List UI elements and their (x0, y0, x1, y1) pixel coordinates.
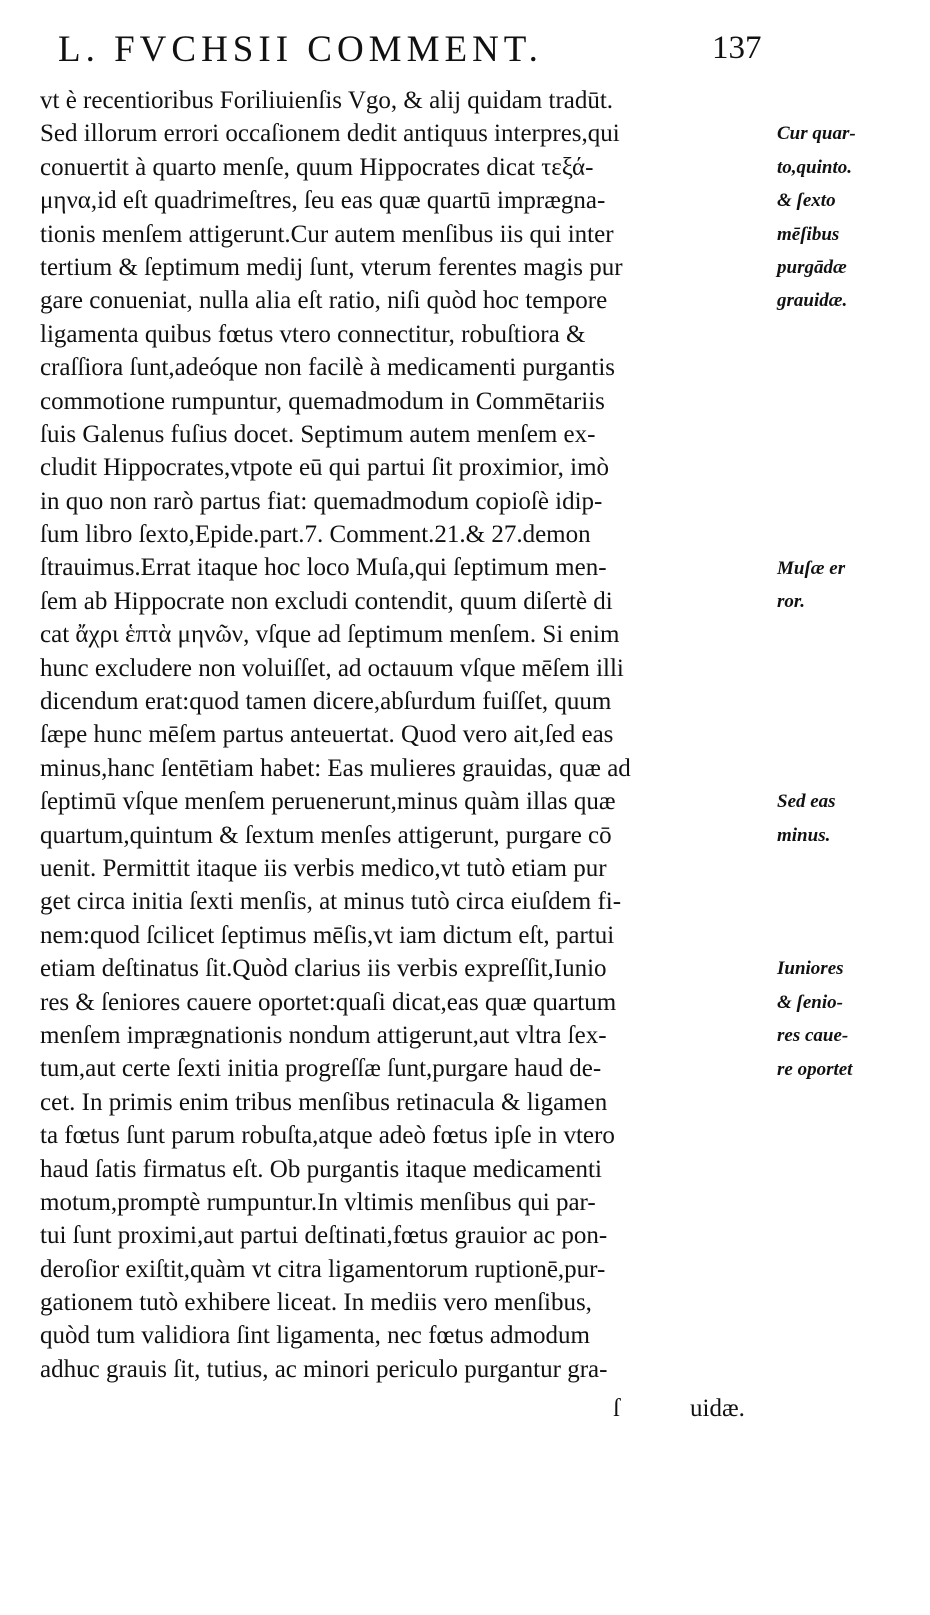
margin-note-line: Muſæ er (777, 557, 846, 579)
margin-note (777, 952, 927, 1086)
margin-note (777, 552, 927, 619)
text-line: conuertit à quarto menſe, quum Hippocrates dicat τεξά- (40, 153, 594, 181)
text-line: nem:quod ſcilicet ſeptimus mēſis,vt iam dictum eſt, partui (40, 921, 615, 949)
text-line: Sed illorum errori occaſionem dedit antiquus interpres,qui (40, 120, 620, 148)
margin-note-line: to,quinto. (777, 156, 852, 178)
text-line: deroſior exiſtit,quàm vt citra ligamentorum ruptionē,pur- (40, 1255, 606, 1283)
text-line: commotione rumpuntur, quemadmodum in Commētariis (40, 387, 605, 415)
running-head: L. FVCHSII COMMENT. (58, 29, 543, 70)
text-line: tui ſunt proximi,aut partui deſtinati,fœtus grauior ac pon- (40, 1222, 608, 1250)
margin-note-line: minus. (777, 824, 831, 846)
margin-note-line: grauidæ. (777, 290, 848, 312)
text-line: haud ſatis firmatus eſt. Ob purgantis itaque medicamenti (40, 1155, 602, 1183)
text-line: ſuis Galenus fuſius docet. Septimum autem menſem ex- (40, 420, 596, 448)
text-line: in quo non rarò partus fiat: quemadmodum copioſè idip- (40, 487, 603, 515)
text-line: gationem tutò exhibere liceat. In mediis vero menſibus, (40, 1289, 592, 1317)
body-text (40, 84, 778, 1386)
text-line: ligamenta quibus fœtus vtero connectitur, robuſtiora & (40, 320, 586, 348)
text-line: etiam deſtinatus ſit.Quòd clarius iis verbis expreſſit,Iunio (40, 955, 607, 983)
page-number: 137 (712, 30, 762, 66)
text-line: dicendum erat:quod tamen dicere,abſurdum fuiſſet, quum (40, 688, 612, 716)
signature-mark: ſ (613, 1395, 620, 1422)
margin-note-line: mēſibus (777, 223, 840, 245)
margin-note-line: & ſenio- (777, 991, 843, 1013)
text-line: motum,promptè rumpuntur.In vltimis menſibus qui par- (40, 1188, 596, 1216)
margin-note (777, 117, 927, 317)
margin-note (777, 785, 927, 852)
margin-note-line: Cur quar- (777, 123, 856, 145)
footer-line (40, 1392, 778, 1425)
text-line: ſeptimū vſque menſem peruenerunt,minus quàm illas quæ (40, 788, 616, 816)
text-line: gare conueniat, nulla alia eſt ratio, niſi quòd hoc tempore (40, 287, 608, 315)
text-line: get circa initia ſexti menſis, at minus tutò circa eiuſdem fi- (40, 888, 622, 916)
text-line: quartum,quintum & ſextum menſes attigerunt, purgare cō (40, 821, 612, 849)
text-line: vt è recentioribus Foriliuienſis Vgo, & alij quidam tradūt. (40, 87, 614, 114)
text-line: uenit. Permittit itaque iis verbis medico,vt tutò etiam pur (40, 854, 607, 882)
text-line: cludit Hippocrates,vtpote eū qui partui ſit proximior, imò (40, 454, 610, 482)
text-line: craſſiora ſunt,adeóque non facilè à medicamenti purgantis (40, 354, 616, 382)
text-line: cet. In primis enim tribus menſibus retinacula & ligamen (40, 1088, 608, 1116)
text-line: tum,aut certe ſexti initia progreſſæ ſunt,purgare haud de- (40, 1055, 602, 1083)
catchword: uidæ. (690, 1395, 745, 1422)
text-line: quòd tum validiora ſint ligamenta, nec fœtus admodum (40, 1322, 590, 1350)
margin-note-line: ror. (777, 591, 805, 612)
text-line: ta fœtus ſunt parum robuſta,atque adeò fœtus ipſe in vtero (40, 1122, 615, 1150)
text-line: μηνα,id eſt quadrimeſtres, ſeu eas quæ quartū imprægna- (40, 187, 606, 215)
text-line: menſem imprægnationis nondum attigerunt,aut vltra ſex- (40, 1021, 607, 1049)
margin-note-line: purgādæ (777, 257, 847, 279)
text-line: tionis menſem attigerunt.Cur autem menſibus iis qui inter (40, 220, 614, 248)
text-line: minus,hanc ſentētiam habet: Eas mulieres grauidas, quæ ad (40, 754, 631, 782)
text-line: hunc excludere non voluiſſet, ad octauum vſque mēſem illi (40, 654, 624, 682)
margin-note-line: res caue- (777, 1025, 849, 1047)
text-line: cat ἄχρι ἑπτὰ μηνῶν, vſque ad ſeptimum menſem. Si enim (40, 621, 620, 649)
text-line: ſem ab Hippocrate non excludi contendit, quum diſertè di (40, 587, 613, 615)
text-line: ſum libro ſexto,Epide.part.7. Comment.21.& 27.demon (40, 521, 591, 549)
margin-note-line: Iuniores (777, 958, 844, 980)
margin-note-line: re oportet (777, 1058, 853, 1080)
margin-note-line: & ſexto (777, 190, 836, 212)
text-line: tertium & ſeptimum medij ſunt, vterum ferentes magis pur (40, 253, 623, 281)
text-line: adhuc grauis ſit, tutius, ac minori periculo purgantur gra- (40, 1355, 608, 1383)
text-line: res & ſeniores cauere oportet:quaſi dicat,eas quæ quartum (40, 988, 617, 1016)
text-line: ſæpe hunc mēſem partus anteuertat. Quod vero ait,ſed eas (40, 721, 614, 749)
margin-note-line: Sed eas (777, 791, 836, 813)
text-line: ſtrauimus.Errat itaque hoc loco Muſa,qui ſeptimum men- (40, 554, 607, 582)
